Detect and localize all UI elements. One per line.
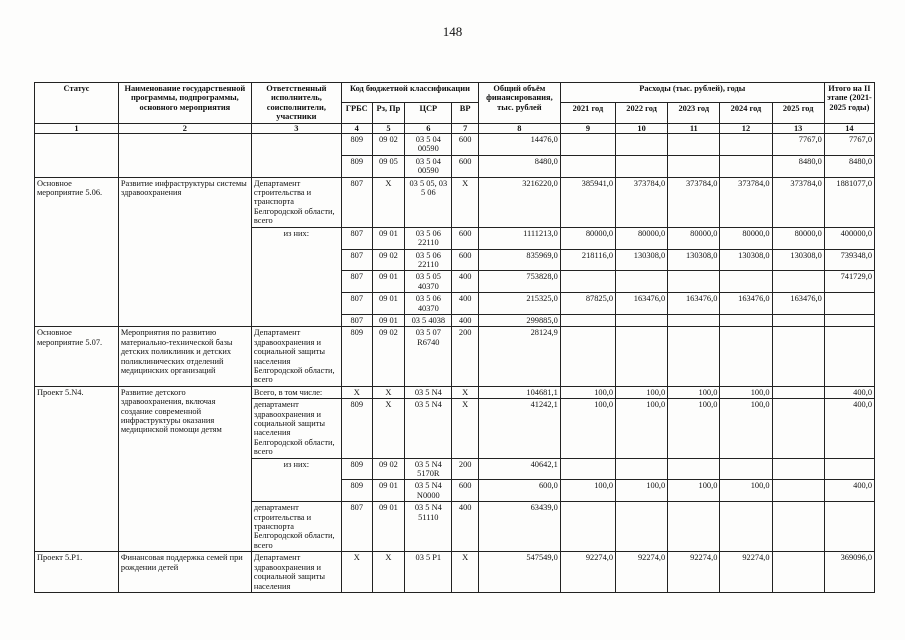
y2023-cell: 100,0 [668,480,720,502]
y2023-cell [668,155,720,177]
sum-cell [824,327,874,386]
header-status: Статус [35,83,119,124]
y2025-cell: 373784,0 [772,177,824,227]
sum-cell [824,293,874,315]
y2024-cell [720,271,772,293]
y2022-cell: 163476,0 [616,293,668,315]
y2021-cell [560,155,615,177]
vr-cell: 600 [452,249,479,271]
y2023-cell: 100,0 [668,386,720,398]
y2022-cell [616,134,668,156]
y2021-cell [560,271,615,293]
table-row [35,177,875,227]
y2022-cell [616,502,668,552]
y2021-cell [560,134,615,156]
vr-cell: 400 [452,314,479,326]
grbs-cell: 809 [341,155,372,177]
vr-cell: 600 [452,155,479,177]
header-rzpr: Рз, Пр [372,103,405,123]
grbs-cell: 807 [341,177,372,227]
y2024-cell: 100,0 [720,480,772,502]
csr-cell: 03 5 N4 5170R [405,458,452,480]
column-number-row [35,123,875,133]
rzpr-cell: Х [372,399,405,458]
sum-cell: 400,0 [824,386,874,398]
status-cell: Основное мероприятие 5.06. [35,177,119,327]
status-cell: Проект 5.Р1. [35,552,119,593]
sum-cell [824,502,874,552]
y2023-cell [668,327,720,386]
grbs-cell: Х [341,386,372,398]
total-cell: 104681,1 [478,386,560,398]
grbs-cell: 809 [341,480,372,502]
col-number: 11 [668,123,720,133]
sum-cell: 400,0 [824,399,874,458]
header-vr: ВР [452,103,479,123]
y2024-cell: 373784,0 [720,177,772,227]
responsible-cell: из них: [251,458,341,502]
y2025-cell [772,386,824,398]
total-cell: 215325,0 [478,293,560,315]
csr-cell: 03 5 05, 03 5 06 [405,177,452,227]
status-cell: Проект 5.N4. [35,386,119,552]
y2023-cell: 373784,0 [668,177,720,227]
responsible-cell: Департамент здравоохранения и социальной защиты населения [251,552,341,593]
rzpr-cell: 09 01 [372,314,405,326]
grbs-cell: 807 [341,249,372,271]
y2025-cell: 130308,0 [772,249,824,271]
grbs-cell: 809 [341,458,372,480]
y2022-cell: 92274,0 [616,552,668,593]
name-cell: Развитие детского здравоохранения, включая создание современной инфраструктуры оказания медицинской помощи детям [118,386,251,552]
rzpr-cell: Х [372,552,405,593]
y2022-cell [616,314,668,326]
csr-cell: 03 5 N4 N0000 [405,480,452,502]
rzpr-cell: Х [372,177,405,227]
y2021-cell [560,458,615,480]
responsible-cell: из них: [251,227,341,327]
y2024-cell: 92274,0 [720,552,772,593]
y2021-cell [560,502,615,552]
header-expenses: Расходы (тыс. рублей), годы [560,83,824,103]
y2022-cell: 373784,0 [616,177,668,227]
grbs-cell: 809 [341,327,372,386]
y2024-cell [720,327,772,386]
header-responsible: Ответственный исполнитель, соисполнители, участники [251,83,341,124]
grbs-cell: 807 [341,314,372,326]
y2023-cell [668,134,720,156]
y2023-cell [668,271,720,293]
responsible-cell: Всего, в том числе: [251,386,341,398]
total-cell: 753828,0 [478,271,560,293]
col-number: 9 [560,123,615,133]
rzpr-cell: 09 02 [372,249,405,271]
grbs-cell: 807 [341,293,372,315]
total-cell: 14476,0 [478,134,560,156]
y2022-cell [616,155,668,177]
header-row-1 [35,83,875,103]
col-number: 4 [341,123,372,133]
y2021-cell: 100,0 [560,480,615,502]
rzpr-cell: 09 02 [372,458,405,480]
y2024-cell: 130308,0 [720,249,772,271]
status-cell: Основное мероприятие 5.07. [35,327,119,386]
rzpr-cell: 09 02 [372,134,405,156]
grbs-cell: Х [341,552,372,593]
y2021-cell: 92274,0 [560,552,615,593]
y2023-cell [668,458,720,480]
header-2022: 2022 год [616,103,668,123]
vr-cell: 400 [452,271,479,293]
y2025-cell: 8480,0 [772,155,824,177]
header-budget-code: Код бюджетной классификации [341,83,478,103]
y2023-cell: 92274,0 [668,552,720,593]
y2024-cell [720,155,772,177]
y2021-cell [560,314,615,326]
y2025-cell: 80000,0 [772,227,824,249]
sum-cell: 1881077,0 [824,177,874,227]
total-cell: 835969,0 [478,249,560,271]
y2022-cell [616,458,668,480]
responsible-cell: Департамент здравоохранения и социальной защиты населения Белгородской области, всего [251,327,341,386]
csr-cell: 03 5 04 00590 [405,155,452,177]
y2023-cell [668,314,720,326]
csr-cell: 03 5 N4 [405,386,452,398]
name-cell: Финансовая поддержка семей при рождении детей [118,552,251,593]
col-number: 12 [720,123,772,133]
csr-cell: 03 5 N4 51110 [405,502,452,552]
y2023-cell: 100,0 [668,399,720,458]
sum-cell: 369096,0 [824,552,874,593]
y2025-cell: 7767,0 [772,134,824,156]
vr-cell: Х [452,386,479,398]
vr-cell: 600 [452,134,479,156]
name-cell [118,134,251,178]
total-cell: 40642,1 [478,458,560,480]
y2021-cell: 100,0 [560,399,615,458]
header-2023: 2023 год [668,103,720,123]
responsible-cell: Департамент строительства и транспорта Белгородской области, всего [251,177,341,227]
header-name: Наименование государственной программы, подпрограммы, основного мероприятия [118,83,251,124]
y2024-cell: 100,0 [720,399,772,458]
vr-cell: 400 [452,502,479,552]
header-grbs: ГРБС [341,103,372,123]
name-cell: Развитие инфраструктуры системы здравоохранения [118,177,251,327]
vr-cell: 200 [452,327,479,386]
rzpr-cell: 09 05 [372,155,405,177]
vr-cell: Х [452,552,479,593]
y2021-cell: 100,0 [560,386,615,398]
csr-cell: 03 5 06 22110 [405,249,452,271]
y2025-cell [772,552,824,593]
y2021-cell: 80000,0 [560,227,615,249]
header-2024: 2024 год [720,103,772,123]
y2025-cell [772,271,824,293]
total-cell: 299885,0 [478,314,560,326]
y2022-cell: 130308,0 [616,249,668,271]
y2024-cell [720,314,772,326]
responsible-cell: департамент здравоохранения и социальной защиты населения Белгородской области, всего [251,399,341,458]
col-number: 13 [772,123,824,133]
csr-cell: 03 5 06 40370 [405,293,452,315]
vr-cell: Х [452,399,479,458]
col-number: 1 [35,123,119,133]
total-cell: 28124,9 [478,327,560,386]
header-total: Общий объём финансирования, тыс. рублей [478,83,560,124]
y2024-cell [720,134,772,156]
y2025-cell [772,327,824,386]
total-cell: 1111213,0 [478,227,560,249]
y2024-cell: 100,0 [720,386,772,398]
col-number: 8 [478,123,560,133]
y2022-cell: 100,0 [616,386,668,398]
rzpr-cell: 09 01 [372,227,405,249]
sum-cell: 8480,0 [824,155,874,177]
sum-cell: 741729,0 [824,271,874,293]
sum-cell: 400000,0 [824,227,874,249]
grbs-cell: 807 [341,271,372,293]
y2025-cell [772,480,824,502]
y2022-cell [616,271,668,293]
name-cell: Мероприятия по развитию материально-технической базы детских поликлиник и детских поликлинических отделений медицинских организаций [118,327,251,386]
y2023-cell: 130308,0 [668,249,720,271]
budget-table [34,82,875,593]
grbs-cell: 807 [341,502,372,552]
header-2021: 2021 год [560,103,615,123]
vr-cell: Х [452,177,479,227]
header-stage-total: Итого на II этапе (2021-2025 годы) [824,83,874,124]
col-number: 5 [372,123,405,133]
y2024-cell: 80000,0 [720,227,772,249]
csr-cell: 03 5 N4 [405,399,452,458]
col-number: 14 [824,123,874,133]
col-number: 7 [452,123,479,133]
y2025-cell [772,502,824,552]
csr-cell: 03 5 Р1 [405,552,452,593]
col-number: 3 [251,123,341,133]
y2024-cell [720,502,772,552]
responsible-cell [251,134,341,178]
total-cell: 547549,0 [478,552,560,593]
header-csr: ЦСР [405,103,452,123]
rzpr-cell: 09 01 [372,271,405,293]
y2022-cell: 100,0 [616,399,668,458]
y2021-cell: 87825,0 [560,293,615,315]
y2024-cell: 163476,0 [720,293,772,315]
csr-cell: 03 5 07 R6740 [405,327,452,386]
y2024-cell [720,458,772,480]
sum-cell: 400,0 [824,480,874,502]
table-row [35,386,875,398]
total-cell: 63439,0 [478,502,560,552]
total-cell: 600,0 [478,480,560,502]
status-cell [35,134,119,178]
total-cell: 8480,0 [478,155,560,177]
y2021-cell [560,327,615,386]
y2025-cell [772,458,824,480]
rzpr-cell: Х [372,386,405,398]
csr-cell: 03 5 05 40370 [405,271,452,293]
y2023-cell: 163476,0 [668,293,720,315]
csr-cell: 03 5 06 22110 [405,227,452,249]
csr-cell: 03 5 04 00590 [405,134,452,156]
y2025-cell [772,314,824,326]
y2022-cell: 100,0 [616,480,668,502]
table-row [35,552,875,593]
table-row [35,134,875,156]
y2022-cell [616,327,668,386]
responsible-cell: департамент строительства и транспорта Белгородской области, всего [251,502,341,552]
rzpr-cell: 09 02 [372,327,405,386]
col-number: 6 [405,123,452,133]
sum-cell: 7767,0 [824,134,874,156]
y2023-cell [668,502,720,552]
csr-cell: 03 5 4038 [405,314,452,326]
vr-cell: 600 [452,480,479,502]
vr-cell: 200 [452,458,479,480]
sum-cell: 739348,0 [824,249,874,271]
rzpr-cell: 09 01 [372,293,405,315]
header-2025: 2025 год [772,103,824,123]
grbs-cell: 807 [341,227,372,249]
col-number: 10 [616,123,668,133]
rzpr-cell: 09 01 [372,502,405,552]
sum-cell [824,314,874,326]
y2022-cell: 80000,0 [616,227,668,249]
sum-cell [824,458,874,480]
vr-cell: 400 [452,293,479,315]
total-cell: 41242,1 [478,399,560,458]
rzpr-cell: 09 01 [372,480,405,502]
col-number: 2 [118,123,251,133]
grbs-cell: 809 [341,399,372,458]
y2025-cell: 163476,0 [772,293,824,315]
y2021-cell: 218116,0 [560,249,615,271]
y2021-cell: 385941,0 [560,177,615,227]
grbs-cell: 809 [341,134,372,156]
total-cell: 3216220,0 [478,177,560,227]
table-row [35,327,875,386]
page-number: 148 [442,24,463,39]
y2025-cell [772,399,824,458]
y2023-cell: 80000,0 [668,227,720,249]
vr-cell: 600 [452,227,479,249]
